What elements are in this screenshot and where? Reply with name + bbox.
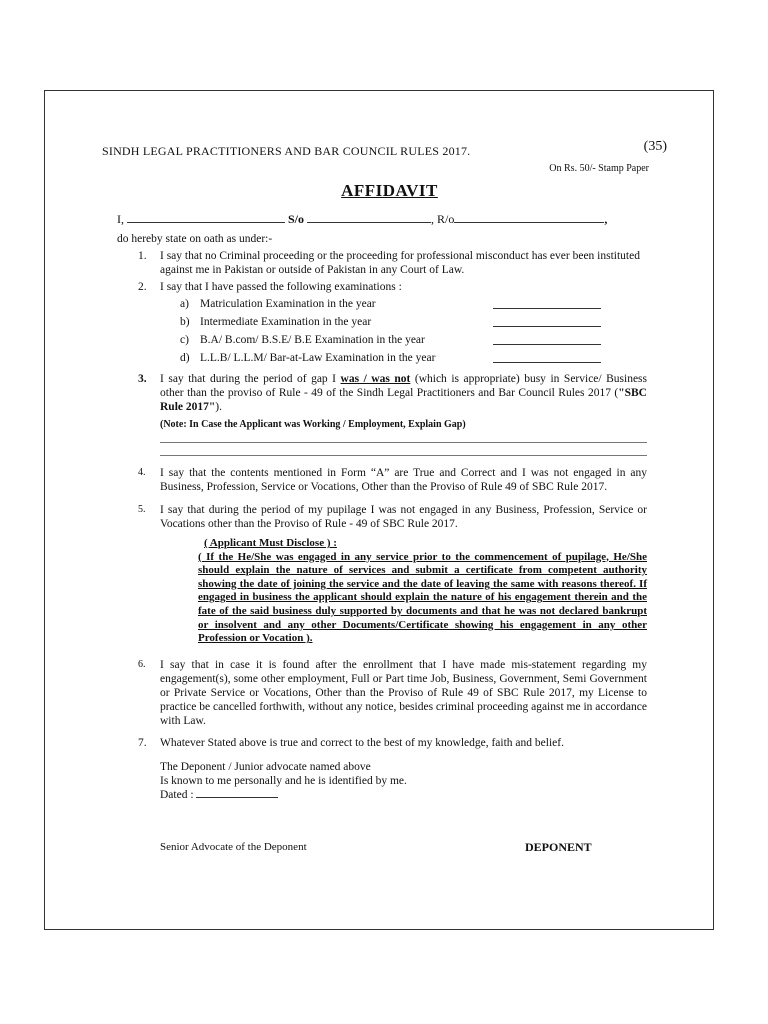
so-label: S/o <box>288 212 305 226</box>
disclosure-block <box>198 537 647 646</box>
clause-6 <box>102 658 647 728</box>
exam-label: d) <box>180 352 190 364</box>
exam-year-blank[interactable] <box>493 362 601 363</box>
clause-7 <box>102 736 647 750</box>
clause-text: I say that during the period of my pupilage I was not engaged in any Business, Profession, Service or Vocations other than the Proviso of Rule - 49 of SBC Rule 2017. <box>160 504 647 530</box>
exam-label: c) <box>180 334 189 346</box>
clause-text: I say that no Criminal proceeding or the proceeding for professional misconduct has ever been instituted against me in Pakistan or outside of Pakistan in any Court of Law. <box>160 250 640 276</box>
gap-explanation-line[interactable] <box>160 455 647 456</box>
clause-number: 5. <box>138 504 146 515</box>
clause-text: I say that the contents mentioned in Form “A” are True and Correct and I was not engaged in any Business, Profession, Service or Vocations, Other than the Proviso of Rule 49 of SBC Rule 2017. <box>160 467 647 493</box>
clause-text: Whatever Stated above is true and correct to the best of my knowledge, faith and belief. <box>160 736 564 749</box>
dated-line <box>160 788 647 802</box>
gap-explanation-line[interactable] <box>160 442 647 443</box>
clause-number: 6. <box>138 658 146 670</box>
exam-label: b) <box>180 316 190 328</box>
exam-text: Matriculation Examination in the year <box>200 298 376 310</box>
gap-note: (Note: In Case the Applicant was Working / Employment, Explain Gap) <box>160 419 466 430</box>
disclosure-body: ( If the He/She was engaged in any service prior to the commencement of pupilage, He/She should explain the nature of services and submit a certificate from competent authority showing the date of joining the service and the date of leaving the same with reasons thereof. If engaged in business the applicant should explain the nature of his engagement therein and the fate of the said business duly supported by documents and that he was not declared bankrupt or insolvent and any other Documents/Certificate showing his engagement in any other Profession or Vocation ). <box>198 550 647 645</box>
ro-label: , R/o <box>431 212 455 226</box>
oath-statement: do hereby state on oath as under:- <box>117 233 273 245</box>
clause-number: 2. <box>138 281 147 293</box>
stamp-paper-note: On Rs. 50/- Stamp Paper <box>549 163 649 174</box>
clause-text: I say that in case it is found after the enrollment that I have made mis-statement regarding my engagement(s), some other employment, Full or Part time Job, Business, Government, Semi Government or Private Service or Vocations, Other than the Proviso of Rule 49 of SBC Rule 2017, my License to practice be cancelled forthwith, without any notice, besides criminal proceeding against me in accordance with Law. <box>160 658 647 727</box>
clause-5 <box>102 503 647 531</box>
clause-3 <box>102 372 685 456</box>
page-header <box>102 139 667 158</box>
date-blank[interactable] <box>196 788 278 798</box>
header-title: SINDH LEGAL PRACTITIONERS AND BAR COUNCIL RULES 2017. <box>102 144 471 158</box>
exam-row <box>102 349 647 366</box>
identity-line: I, S/o , R/o , <box>117 212 608 226</box>
exam-row <box>102 313 647 330</box>
identification-block <box>160 760 647 802</box>
was-was-not-choice: was / was not <box>340 373 411 385</box>
exam-year-blank[interactable] <box>493 326 601 327</box>
residence-blank[interactable] <box>454 213 604 223</box>
deponent-label: DEPONENT <box>525 839 592 854</box>
document-title: AFFIDAVIT <box>341 181 438 200</box>
exam-year-blank[interactable] <box>493 344 601 345</box>
exam-text: B.A/ B.com/ B.S.E/ B.E Examination in the year <box>200 334 425 346</box>
clause-2 <box>102 280 647 294</box>
rule-reference: "SBC Rule 2017" <box>160 387 647 413</box>
exam-text: Intermediate Examination in the year <box>200 316 372 328</box>
identification-line-2: Is known to me personally and he is identified by me. <box>160 774 407 787</box>
exam-text: L.L.B/ L.L.M/ Bar-at-Law Examination in the year <box>200 352 436 364</box>
exam-row <box>102 331 647 348</box>
exam-row <box>102 295 647 312</box>
name-blank[interactable] <box>127 213 285 223</box>
clause-text-end: ). <box>215 401 222 413</box>
dated-label: Dated : <box>160 788 194 801</box>
senior-advocate-label: Senior Advocate of the Deponent <box>160 840 307 853</box>
clause-text: I say that during the period of gap I <box>160 373 341 385</box>
clause-number: 3. <box>138 373 147 385</box>
clause-number: 7. <box>138 736 147 749</box>
clause-number: 4. <box>138 467 146 478</box>
affidavit-document <box>102 139 685 860</box>
father-name-blank[interactable] <box>307 213 431 223</box>
disclosure-heading: ( Applicant Must Disclose ) : <box>204 537 337 549</box>
clause-number: 1. <box>138 250 147 262</box>
clause-text-cont: (which is appropriate) busy in Service/ Business other than the proviso of Rule - 49 of the Sindh Legal Practitioners and Bar Council Rules 2017 ( <box>160 373 685 399</box>
clause-1 <box>102 249 647 277</box>
clause-text: I say that I have passed the following examinations : <box>160 281 402 293</box>
signature-row <box>102 840 647 860</box>
i-label: I, <box>117 212 124 226</box>
clause-4 <box>102 466 647 494</box>
exam-label: a) <box>180 298 189 310</box>
identification-line-1: The Deponent / Junior advocate named above <box>160 760 371 773</box>
exam-year-blank[interactable] <box>493 308 601 309</box>
page-number: (35) <box>643 139 667 154</box>
